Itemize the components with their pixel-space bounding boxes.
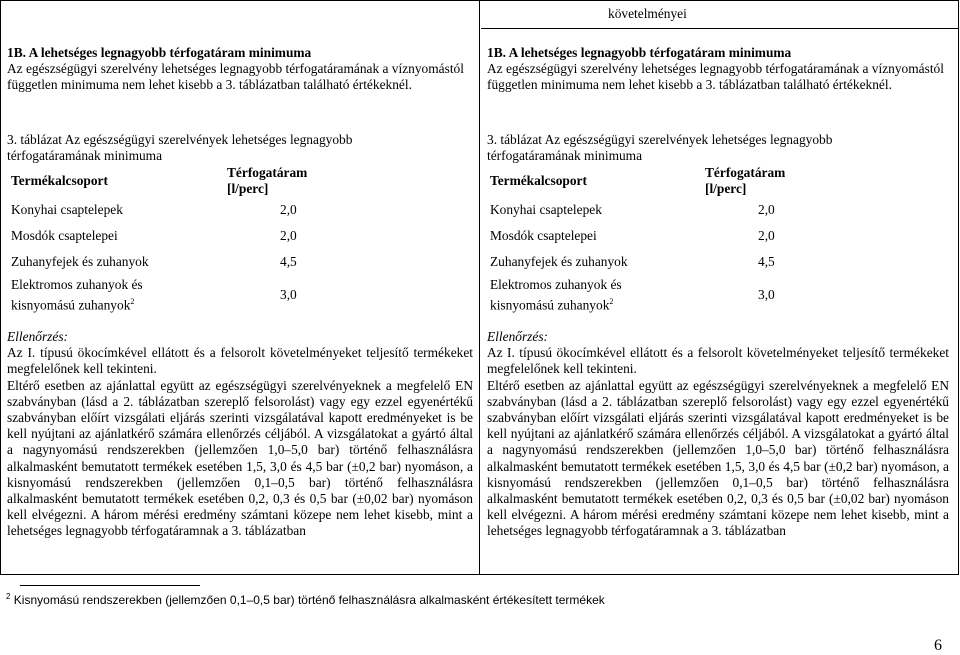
cell-flow: 3,0 [758, 287, 775, 303]
right-table-caption: 3. táblázat Az egészségügyi szerelvények lehetséges legnagyobb térfogatáramának minimuma [487, 132, 833, 164]
table-header-row [480, 165, 810, 197]
cell-flow: 4,5 [280, 254, 297, 270]
footnote-marker: 2 [6, 592, 11, 601]
cell-group-text: Elektromos zuhanyok és kisnyomású zuhanyok [490, 277, 622, 313]
cell-flow: 2,0 [280, 202, 297, 218]
left-check-p1: Az I. típusú ökocímkével ellátott és a felsorolt követelményeket teljesítő termékeket megfelelőnek kell tekinteni. [7, 345, 473, 377]
footnote [6, 592, 605, 607]
right-intro: Az egészségügyi szerelvény lehetséges legnagyobb térfogatáramának a víznyomástól független minimuma nem lehet kisebb a 3. táblázatban található értékeknél. [487, 61, 944, 93]
table-header-row [1, 165, 331, 197]
right-check-p2: Eltérő esetben az ajánlattal együtt az egészségügyi szerelvényeknek a megfelelő EN szabványban (lásd a 2. táblázatban szereplő felsorolást) vagy egy ezzel egyenértékű szabványban előírt vizsgálati eljárás szerinti vizsgálatával kapott eredményeket is be kell nyújtani az ajánlatkérő számára ellenőrzés céljából. A vizsgálatokat a gyártó által a nagynyomású rendszerekben (jellemzően 1,0–5,0 bar) történő felhasználásra alkalmasként bemutatott termékek esetében 1,5, 3,0 és 4,5 bar (±0,2 bar) nyomáson, a kisnyomású rendszerekben (jellemzően 0,1–0,5 bar) történő felhasználásra alkalmasként bemutatott termékek esetében 0,2, 0,3 és 0,5 bar (±0,02 bar) nyomáson kell elvégezni. A három mérési eredmény számtani közepe nem lehet kisebb, mint a lehetséges legnagyobb térfogatáramnak a 3. táblázatban [487, 377, 949, 539]
cell-flow: 4,5 [758, 254, 775, 270]
col-header-group: Termékalcsoport [11, 173, 108, 189]
cell-flow: 2,0 [280, 228, 297, 244]
cell-group: Konyhai csaptelepek [490, 202, 602, 218]
table-row [480, 275, 810, 315]
right-product-table [480, 165, 810, 315]
table-row [1, 197, 331, 223]
cell-group-text: Elektromos zuhanyok és kisnyomású zuhanyok [11, 277, 143, 313]
left-check-title: Ellenőrzés: [7, 329, 68, 344]
header-cell [481, 1, 958, 29]
right-check-p1: Az I. típusú ökocímkével ellátott és a felsorolt követelményeket teljesítő termékeket megfelelőnek kell tekinteni. [487, 345, 949, 377]
header-cell-text: követelményei [608, 6, 687, 21]
cell-group: Mosdók csaptelepei [490, 228, 597, 244]
table-row [480, 197, 810, 223]
page-number: 6 [934, 637, 942, 654]
col-header-group: Termékalcsoport [490, 173, 587, 189]
right-check-title: Ellenőrzés: [487, 329, 548, 344]
cell-flow: 2,0 [758, 202, 775, 218]
cell-group [1, 275, 217, 315]
cell-flow: 3,0 [280, 287, 297, 303]
table-row [1, 223, 331, 249]
col-header-flow: Térfogatáram [l/perc] [227, 165, 308, 197]
cell-group: Mosdók csaptelepei [11, 228, 118, 244]
footnote-ref: 2 [130, 296, 135, 306]
col-header-flow: Térfogatáram [l/perc] [705, 165, 786, 197]
footnote-text: Kisnyomású rendszerekben (jellemzően 0,1–0,5 bar) történő felhasználásra alkalmasként értékesített termékek [13, 593, 605, 607]
cell-group: Zuhanyfejek és zuhanyok [490, 254, 628, 270]
left-check-p2: Eltérő esetben az ajánlattal együtt az egészségügyi szerelvényeknek a megfelelő EN szabványban (lásd a 2. táblázatban szereplő felsorolást) vagy egy ezzel egyenértékű szabványban előírt vizsgálati eljárás szerinti vizsgálatával kapott eredményeket is be kell nyújtani az ajánlatkérő számára ellenőrzés céljából. A vizsgálatokat a gyártó által a nagynyomású rendszerekben (jellemzően 1,0–5,0 bar) történő felhasználásra alkalmasként bemutatott termékek esetében 1,5, 3,0 és 4,5 bar (±0,2 bar) nyomáson, a kisnyomású rendszerekben (jellemzően 0,1–0,5 bar) történő felhasználásra alkalmasként bemutatott termékek esetében 0,2, 0,3 és 0,5 bar (±0,02 bar) nyomáson kell elvégezni. A három mérési eredmény számtani közepe nem lehet kisebb, mint a lehetséges legnagyobb térfogatáramnak a 3. táblázatban [7, 377, 473, 539]
right-column [480, 0, 959, 575]
cell-group [480, 275, 695, 315]
footnote-divider [20, 585, 200, 586]
cell-flow: 2,0 [758, 228, 775, 244]
cell-group: Zuhanyfejek és zuhanyok [11, 254, 149, 270]
table-row [480, 223, 810, 249]
left-table-caption: 3. táblázat Az egészségügyi szerelvények lehetséges legnagyobb térfogatáramának minimuma [7, 132, 353, 164]
table-row [480, 249, 810, 275]
right-check-section [487, 329, 949, 540]
table-row [1, 249, 331, 275]
table-row [1, 275, 331, 315]
right-section [487, 45, 949, 94]
left-heading: 1B. A lehetséges legnagyobb térfogatáram minimuma [7, 45, 312, 60]
cell-group: Konyhai csaptelepek [11, 202, 123, 218]
left-check-section [7, 329, 473, 540]
left-product-table [1, 165, 331, 315]
footnote-ref: 2 [609, 296, 614, 306]
left-column [0, 0, 480, 575]
right-heading: 1B. A lehetséges legnagyobb térfogatáram minimuma [487, 45, 792, 60]
left-section [7, 45, 473, 94]
left-intro: Az egészségügyi szerelvény lehetséges legnagyobb térfogatáramának a víznyomástól független minimuma nem lehet kisebb a 3. táblázatban található értékeknél. [7, 61, 464, 93]
